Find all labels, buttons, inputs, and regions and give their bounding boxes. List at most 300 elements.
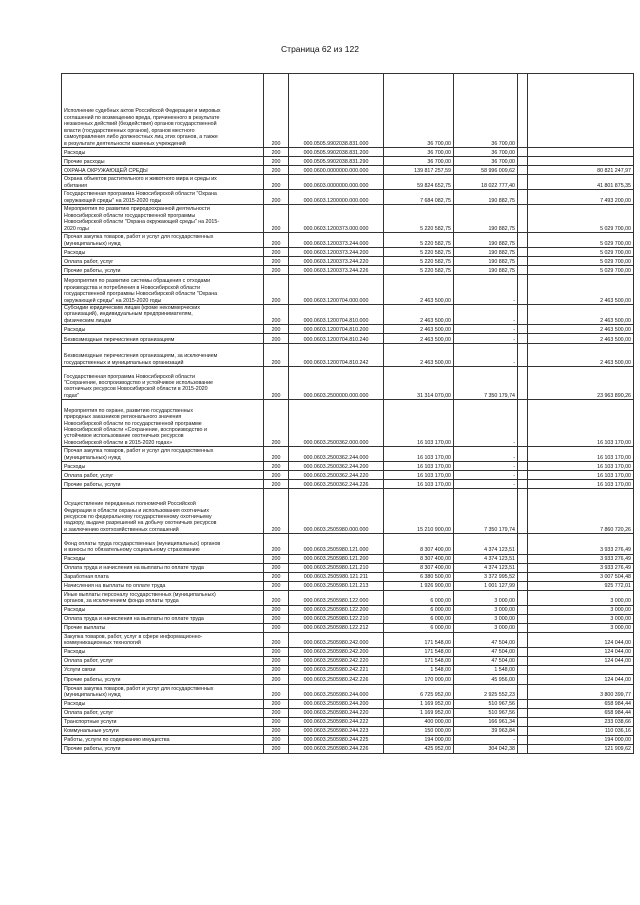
- row-spacer-cell: [518, 647, 528, 656]
- row-executed-amount: 510 967,56: [454, 708, 518, 717]
- row-budget-classification-code: 000.0505.9902038.831.290: [289, 157, 384, 166]
- row-description: Начисления на выплаты по оплате труда: [62, 581, 264, 590]
- row-approved-amount: 6 725 952,00: [384, 684, 454, 699]
- table-row: [62, 480, 634, 489]
- row-remaining-amount: 194 000,00: [528, 735, 634, 744]
- row-executed-amount: 18 022 777,40: [454, 175, 518, 190]
- row-budget-classification-code: 000.0603.1200373.244.226: [289, 266, 384, 275]
- row-spacer-cell: [518, 554, 528, 563]
- row-executed-amount: 4 374 123,51: [454, 534, 518, 554]
- row-approved-amount: 6 000,00: [384, 623, 454, 632]
- row-description: Мероприятия по охране, развитию государственных природных заказников регионального значения Новосибирской области по государственной программе Новосибирской области «Сохранение, воспроизводство и устойчивое использование охотничьих ресурсов Новосибирской области в 2015-2020 годах»: [62, 400, 264, 447]
- row-budget-classification-code: 000.0603.2500362.244.200: [289, 462, 384, 471]
- table-row: [62, 257, 634, 266]
- table-row: [62, 623, 634, 632]
- row-description: Расходы: [62, 325, 264, 334]
- row-description: Осуществление переданных полномочий Российской Федерации в области охраны и использования охотничьих ресурсов по федеральному государственному охотничьему надзору, выдаче разрешений на добычу охотничьих ресурсов и заключению охотхозяйственных соглашений: [62, 489, 264, 534]
- row-remaining-amount: 7 860 720,26: [528, 489, 634, 534]
- row-remaining-amount: 124 044,00: [528, 647, 634, 656]
- row-budget-classification-code: 000.0603.2505980.122.000: [289, 590, 384, 605]
- row-spacer-cell: [518, 656, 528, 665]
- row-approved-amount: 8 307 400,00: [384, 534, 454, 554]
- row-remaining-amount: 3 000,00: [528, 590, 634, 605]
- table-row: [62, 471, 634, 480]
- row-budget-classification-code: 000.0603.2505980.121.213: [289, 581, 384, 590]
- row-spacer-cell: [518, 367, 528, 400]
- table-row: [62, 400, 634, 447]
- row-description: Исполнение судебных актов Российской Федерации и мировых соглашений по возмещению вреда, причиненного в результате незаконных действий (бездействия) органов государственной власти (государственных органов), органов местного самоуправления либо должностных лиц этих органов, а также в результате деятельности казенных учреждений: [62, 74, 264, 148]
- row-budget-classification-code: 000.0603.2505980.122.210: [289, 614, 384, 623]
- row-approved-amount: 31 314 070,00: [384, 367, 454, 400]
- row-description: Работы, услуги по содержанию имущества: [62, 735, 264, 744]
- row-remaining-amount: 2 463 500,00: [528, 275, 634, 305]
- row-line-code: 200: [264, 534, 289, 554]
- row-line-code: 200: [264, 656, 289, 665]
- row-line-code: 200: [264, 717, 289, 726]
- row-approved-amount: 1 169 952,00: [384, 708, 454, 717]
- table-row: [62, 554, 634, 563]
- row-description: Прочие работы, услуги: [62, 480, 264, 489]
- row-remaining-amount: 658 984,44: [528, 708, 634, 717]
- row-executed-amount: 36 700,00: [454, 74, 518, 148]
- row-budget-classification-code: 000.0603.2505980.000.000: [289, 489, 384, 534]
- row-executed-amount: 47 504,00: [454, 632, 518, 647]
- row-line-code: 200: [264, 447, 289, 462]
- row-remaining-amount: 124 044,00: [528, 632, 634, 647]
- row-spacer-cell: [518, 632, 528, 647]
- row-approved-amount: 2 463 500,00: [384, 305, 454, 325]
- row-executed-amount: -: [454, 275, 518, 305]
- row-approved-amount: 15 210 900,00: [384, 489, 454, 534]
- row-description: Оплата работ, услуг: [62, 656, 264, 665]
- row-spacer-cell: [518, 257, 528, 266]
- row-line-code: 200: [264, 275, 289, 305]
- row-budget-classification-code: 000.0603.2505980.244.220: [289, 708, 384, 717]
- row-budget-classification-code: 000.0600.0000000.000.000: [289, 166, 384, 175]
- row-description: Транспортные услуги: [62, 717, 264, 726]
- row-executed-amount: 3 372 995,52: [454, 572, 518, 581]
- row-budget-classification-code: 000.0603.2500362.000.000: [289, 400, 384, 447]
- row-executed-amount: 304 042,38: [454, 744, 518, 753]
- row-spacer-cell: [518, 708, 528, 717]
- row-spacer-cell: [518, 572, 528, 581]
- row-remaining-amount: 3 933 276,49: [528, 563, 634, 572]
- table-row: [62, 590, 634, 605]
- row-spacer-cell: [518, 233, 528, 248]
- row-approved-amount: 6 000,00: [384, 590, 454, 605]
- row-remaining-amount: [528, 157, 634, 166]
- row-executed-amount: -: [454, 325, 518, 334]
- row-budget-classification-code: 000.0603.1200373.244.000: [289, 233, 384, 248]
- row-line-code: 200: [264, 266, 289, 275]
- row-description: Прочая закупка товаров, работ и услуг для государственных (муниципальных) нужд: [62, 684, 264, 699]
- row-remaining-amount: 41 801 875,35: [528, 175, 634, 190]
- row-approved-amount: 5 220 582,75: [384, 257, 454, 266]
- table-row: [62, 205, 634, 233]
- row-remaining-amount: 16 103 170,00: [528, 471, 634, 480]
- table-row: [62, 614, 634, 623]
- row-approved-amount: 16 103 170,00: [384, 480, 454, 489]
- row-approved-amount: 5 220 582,75: [384, 266, 454, 275]
- row-line-code: 200: [264, 699, 289, 708]
- row-line-code: 200: [264, 471, 289, 480]
- row-remaining-amount: 2 463 500,00: [528, 305, 634, 325]
- row-approved-amount: 16 103 170,00: [384, 471, 454, 480]
- row-line-code: 200: [264, 744, 289, 753]
- row-approved-amount: 425 952,00: [384, 744, 454, 753]
- row-approved-amount: 5 220 582,75: [384, 233, 454, 248]
- row-executed-amount: -: [454, 471, 518, 480]
- row-spacer-cell: [518, 623, 528, 632]
- row-approved-amount: 171 548,00: [384, 647, 454, 656]
- row-executed-amount: 39 963,84: [454, 726, 518, 735]
- row-executed-amount: 1 001 127,99: [454, 581, 518, 590]
- row-spacer-cell: [518, 305, 528, 325]
- row-approved-amount: 5 220 582,75: [384, 248, 454, 257]
- row-spacer-cell: [518, 266, 528, 275]
- row-executed-amount: 3 000,00: [454, 623, 518, 632]
- row-remaining-amount: 5 029 700,00: [528, 266, 634, 275]
- row-executed-amount: 45 956,00: [454, 674, 518, 684]
- row-approved-amount: 2 463 500,00: [384, 275, 454, 305]
- row-line-code: 200: [264, 708, 289, 717]
- row-executed-amount: 47 504,00: [454, 647, 518, 656]
- row-budget-classification-code: 000.0603.2505980.242.221: [289, 665, 384, 674]
- table-row: [62, 447, 634, 462]
- row-budget-classification-code: 000.0603.2505980.242.200: [289, 647, 384, 656]
- row-budget-classification-code: 000.0603.2505980.242.226: [289, 674, 384, 684]
- table-row: [62, 735, 634, 744]
- table-row: [62, 656, 634, 665]
- row-remaining-amount: 658 984,44: [528, 699, 634, 708]
- row-remaining-amount: 80 821 247,97: [528, 166, 634, 175]
- row-spacer-cell: [518, 590, 528, 605]
- row-approved-amount: 6 380 500,00: [384, 572, 454, 581]
- row-line-code: 200: [264, 684, 289, 699]
- table-row: [62, 275, 634, 305]
- row-approved-amount: 16 103 170,00: [384, 462, 454, 471]
- row-executed-amount: 4 374 123,51: [454, 563, 518, 572]
- table-row: [62, 248, 634, 257]
- row-line-code: 200: [264, 248, 289, 257]
- row-executed-amount: 190 882,75: [454, 266, 518, 275]
- row-remaining-amount: 16 103 170,00: [528, 447, 634, 462]
- table-row: [62, 74, 634, 148]
- row-line-code: 200: [264, 74, 289, 148]
- row-description: Мероприятия по развитию природоохранной деятельности Новосибирской области государственной программы Новосибирской области "Охрана окружающей среды" на 2015- 2020 годы: [62, 205, 264, 233]
- row-spacer-cell: [518, 166, 528, 175]
- row-remaining-amount: 16 103 170,00: [528, 400, 634, 447]
- row-budget-classification-code: 000.0603.1200373.244.200: [289, 248, 384, 257]
- row-description: Расходы: [62, 605, 264, 614]
- row-description: Безвозмездные перечисления организациям: [62, 334, 264, 344]
- page-number: Страница 62 из 122: [281, 44, 359, 54]
- row-approved-amount: 2 463 500,00: [384, 334, 454, 344]
- table-row: [62, 632, 634, 647]
- row-remaining-amount: 2 463 500,00: [528, 325, 634, 334]
- row-executed-amount: -: [454, 480, 518, 489]
- row-remaining-amount: 925 772,01: [528, 581, 634, 590]
- row-description: Расходы: [62, 462, 264, 471]
- row-remaining-amount: 2 463 500,00: [528, 344, 634, 367]
- row-executed-amount: 47 504,00: [454, 656, 518, 665]
- row-remaining-amount: 3 000,00: [528, 605, 634, 614]
- table-row: [62, 334, 634, 344]
- row-remaining-amount: 124 044,00: [528, 674, 634, 684]
- row-budget-classification-code: 000.0603.2505980.121.200: [289, 554, 384, 563]
- row-budget-classification-code: 000.0603.2500362.244.226: [289, 480, 384, 489]
- row-executed-amount: 36 700,00: [454, 148, 518, 157]
- row-approved-amount: 1 926 900,00: [384, 581, 454, 590]
- row-line-code: 200: [264, 334, 289, 344]
- row-spacer-cell: [518, 344, 528, 367]
- row-line-code: 200: [264, 581, 289, 590]
- row-description: Прочая закупка товаров, работ и услуг для государственных (муниципальных) нужд: [62, 447, 264, 462]
- row-line-code: 200: [264, 632, 289, 647]
- row-line-code: 200: [264, 367, 289, 400]
- row-remaining-amount: 233 038,66: [528, 717, 634, 726]
- row-remaining-amount: [528, 148, 634, 157]
- row-executed-amount: -: [454, 344, 518, 367]
- row-executed-amount: 2 925 552,23: [454, 684, 518, 699]
- row-description: Государственная программа Новосибирской области "Сохранение, воспроизводство и устойчивое использование охотничьих ресурсов Новосибирской области в 2015-2020 годах": [62, 367, 264, 400]
- row-description: Закупка товаров, работ, услуг в сфере информационно- коммуникационных технологий: [62, 632, 264, 647]
- row-description: Прочие расходы: [62, 157, 264, 166]
- row-executed-amount: -: [454, 735, 518, 744]
- row-approved-amount: 36 700,00: [384, 148, 454, 157]
- row-budget-classification-code: 000.0603.2505980.244.223: [289, 726, 384, 735]
- row-executed-amount: 7 350 179,74: [454, 489, 518, 534]
- row-budget-classification-code: 000.0603.2500362.244.220: [289, 471, 384, 480]
- row-budget-classification-code: 000.0603.2505980.242.220: [289, 656, 384, 665]
- row-line-code: 200: [264, 400, 289, 447]
- row-budget-classification-code: 000.0603.2505980.244.000: [289, 684, 384, 699]
- row-approved-amount: 36 700,00: [384, 157, 454, 166]
- row-remaining-amount: 121 909,62: [528, 744, 634, 753]
- row-line-code: 200: [264, 344, 289, 367]
- table-row: [62, 305, 634, 325]
- row-remaining-amount: [528, 665, 634, 674]
- row-budget-classification-code: 000.0603.1200000.000.000: [289, 190, 384, 205]
- row-remaining-amount: 3 007 504,48: [528, 572, 634, 581]
- row-description: Государственная программа Новосибирской области "Охрана окружающей среды" на 2015-2020 годы: [62, 190, 264, 205]
- row-description: Мероприятия по развитию системы обращения с отходами производства и потребления в Новосибирской области государственной программы Новосибирской области "Охрана окружающей среды" на 2015-2020 годы: [62, 275, 264, 305]
- row-line-code: 200: [264, 665, 289, 674]
- row-remaining-amount: 3 800 399,77: [528, 684, 634, 699]
- row-line-code: 200: [264, 647, 289, 656]
- row-line-code: 200: [264, 325, 289, 334]
- row-spacer-cell: [518, 205, 528, 233]
- row-remaining-amount: 16 103 170,00: [528, 462, 634, 471]
- row-line-code: 200: [264, 489, 289, 534]
- row-description: Фонд оплаты труда государственных (муниципальных) органов и взносы по обязательному социальному страхованию: [62, 534, 264, 554]
- row-line-code: 200: [264, 190, 289, 205]
- row-spacer-cell: [518, 400, 528, 447]
- row-spacer-cell: [518, 563, 528, 572]
- table-row: [62, 708, 634, 717]
- row-spacer-cell: [518, 614, 528, 623]
- row-description: Субсидии юридическим лицам (кроме некоммерческих организаций), индивидуальным предпринимателям, физическим лицам: [62, 305, 264, 325]
- row-remaining-amount: [528, 74, 634, 148]
- row-description: Оплата работ, услуг: [62, 708, 264, 717]
- table-row: [62, 717, 634, 726]
- table-row: [62, 647, 634, 656]
- row-budget-classification-code: 000.0603.2505980.122.200: [289, 605, 384, 614]
- row-budget-classification-code: 000.0603.0000000.000.000: [289, 175, 384, 190]
- row-line-code: 200: [264, 590, 289, 605]
- row-budget-classification-code: 000.0603.2505980.244.225: [289, 735, 384, 744]
- row-description: Прочие выплаты: [62, 623, 264, 632]
- row-executed-amount: 36 700,00: [454, 157, 518, 166]
- row-description: Прочие работы, услуги: [62, 674, 264, 684]
- row-executed-amount: 190 882,75: [454, 205, 518, 233]
- row-remaining-amount: 5 029 700,00: [528, 257, 634, 266]
- row-executed-amount: -: [454, 462, 518, 471]
- row-line-code: 200: [264, 480, 289, 489]
- table-row: [62, 233, 634, 248]
- table-row: [62, 674, 634, 684]
- row-spacer-cell: [518, 74, 528, 148]
- row-spacer-cell: [518, 489, 528, 534]
- row-budget-classification-code: 000.0505.9902038.831.000: [289, 74, 384, 148]
- row-executed-amount: 190 882,75: [454, 248, 518, 257]
- row-spacer-cell: [518, 684, 528, 699]
- row-budget-classification-code: 000.0603.1200704.810.000: [289, 305, 384, 325]
- table-row: [62, 699, 634, 708]
- row-remaining-amount: 7 493 200,00: [528, 190, 634, 205]
- row-executed-amount: -: [454, 447, 518, 462]
- row-description: Оплата работ, услуг: [62, 471, 264, 480]
- row-spacer-cell: [518, 462, 528, 471]
- row-line-code: 200: [264, 572, 289, 581]
- table-row: [62, 325, 634, 334]
- row-remaining-amount: 5 029 700,00: [528, 233, 634, 248]
- row-budget-classification-code: 000.0603.2505980.242.000: [289, 632, 384, 647]
- row-remaining-amount: 3 933 276,49: [528, 534, 634, 554]
- row-executed-amount: -: [454, 400, 518, 447]
- table-row: [62, 344, 634, 367]
- row-executed-amount: 510 967,56: [454, 699, 518, 708]
- row-approved-amount: 170 000,00: [384, 674, 454, 684]
- row-description: Расходы: [62, 554, 264, 563]
- table-row: [62, 190, 634, 205]
- table-row: [62, 665, 634, 674]
- row-spacer-cell: [518, 157, 528, 166]
- row-spacer-cell: [518, 471, 528, 480]
- row-line-code: 200: [264, 175, 289, 190]
- table-row: [62, 563, 634, 572]
- row-approved-amount: 36 700,00: [384, 74, 454, 148]
- row-executed-amount: 4 374 123,51: [454, 554, 518, 563]
- row-description: Расходы: [62, 699, 264, 708]
- row-line-code: 200: [264, 157, 289, 166]
- row-spacer-cell: [518, 248, 528, 257]
- row-spacer-cell: [518, 480, 528, 489]
- row-spacer-cell: [518, 735, 528, 744]
- table-row: [62, 605, 634, 614]
- row-description: Охрана объектов растительного и животного мира и среды их обитания: [62, 175, 264, 190]
- row-budget-classification-code: 000.0505.9902038.831.200: [289, 148, 384, 157]
- row-spacer-cell: [518, 334, 528, 344]
- row-line-code: 200: [264, 563, 289, 572]
- row-spacer-cell: [518, 190, 528, 205]
- row-budget-classification-code: 000.0603.1200373.000.000: [289, 205, 384, 233]
- row-spacer-cell: [518, 581, 528, 590]
- table-row: [62, 157, 634, 166]
- row-approved-amount: 7 684 082,75: [384, 190, 454, 205]
- table-row: [62, 266, 634, 275]
- row-description: Коммунальные услуги: [62, 726, 264, 735]
- row-remaining-amount: 23 963 890,26: [528, 367, 634, 400]
- row-description: Расходы: [62, 148, 264, 157]
- row-budget-classification-code: 000.0603.1200704.810.200: [289, 325, 384, 334]
- row-spacer-cell: [518, 744, 528, 753]
- row-approved-amount: 2 463 500,00: [384, 325, 454, 334]
- row-approved-amount: 171 548,00: [384, 656, 454, 665]
- row-description: Прочая закупка товаров, работ и услуг для государственных (муниципальных) нужд: [62, 233, 264, 248]
- row-approved-amount: 150 000,00: [384, 726, 454, 735]
- table-row: [62, 175, 634, 190]
- row-description: Прочие работы, услуги: [62, 266, 264, 275]
- row-description: Расходы: [62, 248, 264, 257]
- table-row: [62, 166, 634, 175]
- row-remaining-amount: 3 933 276,49: [528, 554, 634, 563]
- row-executed-amount: 3 000,00: [454, 605, 518, 614]
- row-budget-classification-code: 000.0603.2505980.121.000: [289, 534, 384, 554]
- row-spacer-cell: [518, 447, 528, 462]
- row-approved-amount: 6 000,00: [384, 614, 454, 623]
- row-approved-amount: 139 817 257,59: [384, 166, 454, 175]
- row-description: ОХРАНА ОКРУЖАЮЩЕЙ СРЕДЫ: [62, 166, 264, 175]
- row-executed-amount: 1 548,00: [454, 665, 518, 674]
- row-spacer-cell: [518, 665, 528, 674]
- table-row: [62, 581, 634, 590]
- row-remaining-amount: 2 463 500,00: [528, 334, 634, 344]
- row-spacer-cell: [518, 674, 528, 684]
- row-spacer-cell: [518, 726, 528, 735]
- table-row: [62, 148, 634, 157]
- row-description: Заработная плата: [62, 572, 264, 581]
- row-spacer-cell: [518, 175, 528, 190]
- row-approved-amount: 6 000,00: [384, 605, 454, 614]
- row-remaining-amount: 124 044,00: [528, 656, 634, 665]
- row-spacer-cell: [518, 699, 528, 708]
- row-description: Иные выплаты персоналу государственных (муниципальных) органов, за исключением фонда оплаты труда: [62, 590, 264, 605]
- row-line-code: 200: [264, 605, 289, 614]
- row-approved-amount: 2 463 500,00: [384, 344, 454, 367]
- row-executed-amount: 58 996 009,62: [454, 166, 518, 175]
- row-approved-amount: 171 548,00: [384, 632, 454, 647]
- row-budget-classification-code: 000.0603.1200704.810.242: [289, 344, 384, 367]
- row-executed-amount: 3 000,00: [454, 590, 518, 605]
- row-approved-amount: 1 548,00: [384, 665, 454, 674]
- row-description: Прочие работы, услуги: [62, 744, 264, 753]
- row-approved-amount: 400 000,00: [384, 717, 454, 726]
- row-description: Оплата труда и начисления на выплаты по оплате труда: [62, 563, 264, 572]
- row-budget-classification-code: 000.0603.2505980.122.212: [289, 623, 384, 632]
- row-spacer-cell: [518, 148, 528, 157]
- row-line-code: 200: [264, 257, 289, 266]
- row-remaining-amount: 110 036,16: [528, 726, 634, 735]
- row-approved-amount: 194 000,00: [384, 735, 454, 744]
- row-spacer-cell: [518, 605, 528, 614]
- row-line-code: 200: [264, 674, 289, 684]
- row-budget-classification-code: 000.0603.2500362.244.000: [289, 447, 384, 462]
- row-approved-amount: 16 103 170,00: [384, 400, 454, 447]
- row-executed-amount: -: [454, 305, 518, 325]
- row-executed-amount: 190 882,75: [454, 257, 518, 266]
- row-line-code: 200: [264, 623, 289, 632]
